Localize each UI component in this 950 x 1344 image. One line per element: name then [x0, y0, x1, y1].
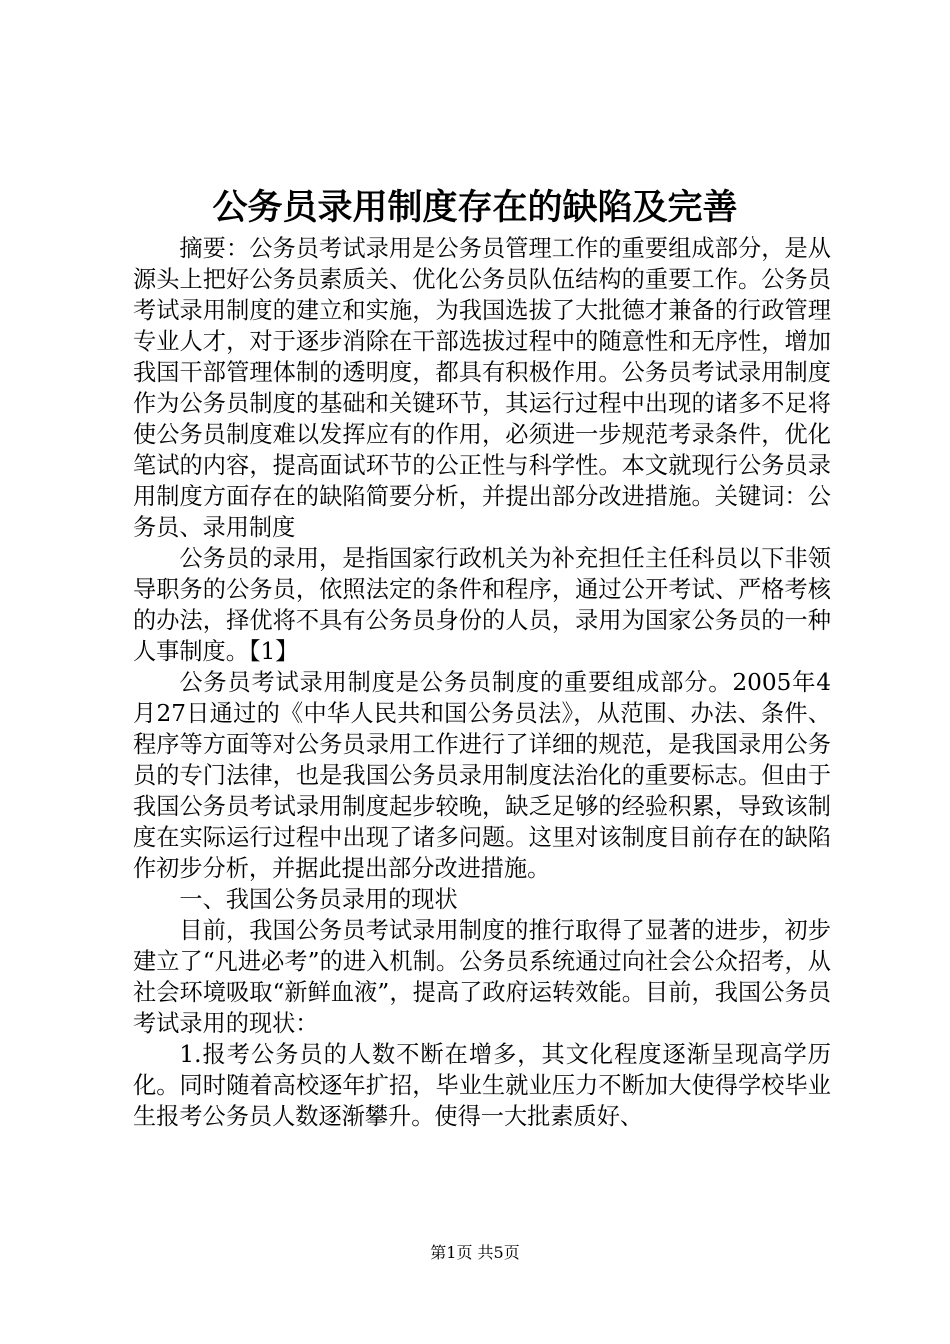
body-paragraph: 1.报考公务员的人数不断在增多，其文化程度逐渐呈现高学历化。同时随着高校逐年扩招，毕业生就业压力不断加大使得学校毕业生报考公务员人数逐渐攀升。使得一大批素质好、: [133, 1041, 831, 1130]
body-paragraph: 目前，我国公务员考试录用制度的推行取得了显著的进步，初步建立了“凡进必考”的进入机制。公务员系统通过向社会公众招考，从社会环境吸取“新鲜血液”，提高了政府运转效能。目前，我国公务员考试录用的现状：: [133, 917, 831, 1037]
document-body: [133, 233, 831, 1132]
page-indicator: 第1页 共5页: [430, 1243, 520, 1262]
document-title: 公务员录用制度存在的缺陷及完善: [212, 187, 738, 228]
section-heading: 一、我国公务员录用的现状: [179, 886, 458, 913]
body-paragraph: 公务员考试录用制度是公务员制度的重要组成部分。2005年4月27日通过的《中华人民共和国公务员法》，从范围、办法、条件、程序等方面等对公务员录用工作进行了详细的规范，是我国录用公务员的专门法律，也是我国公务员录用制度法治化的重要标志。但由于我国公务员考试录用制度起步较晚，缺乏足够的经验积累，导致该制度在实际运行过程中出现了诸多问题。这里对该制度目前存在的缺陷作初步分析，并据此提出部分改进措施。: [133, 669, 831, 882]
page-footer: [0, 1241, 950, 1265]
abstract-paragraph: 摘要：公务员考试录用是公务员管理工作的重要组成部分，是从源头上把好公务员素质关、优化公务员队伍结构的重要工作。公务员考试录用制度的建立和实施，为我国选拔了大批德才兼备的行政管理专业人才，对于逐步消除在干部选拔过程中的随意性和无序性，增加我国干部管理体制的透明度，都具有积极作用。公务员考试录用制度作为公务员制度的基础和关键环节，其运行过程中出现的诸多不足将使公务员制度难以发挥应有的作用，必须进一步规范考录条件，优化笔试的内容，提高面试环节的公正性与科学性。本文就现行公务员录用制度方面存在的缺陷简要分析，并提出部分改进措施。关键词：公务员、录用制度: [133, 235, 831, 541]
body-paragraph: 公务员的录用，是指国家行政机关为补充担任主任科员以下非领导职务的公务员，依照法定的条件和程序，通过公开考试、严格考核的办法，择优将不具有公务员身份的人员，录用为国家公务员的一种人事制度。【1】: [133, 545, 831, 665]
